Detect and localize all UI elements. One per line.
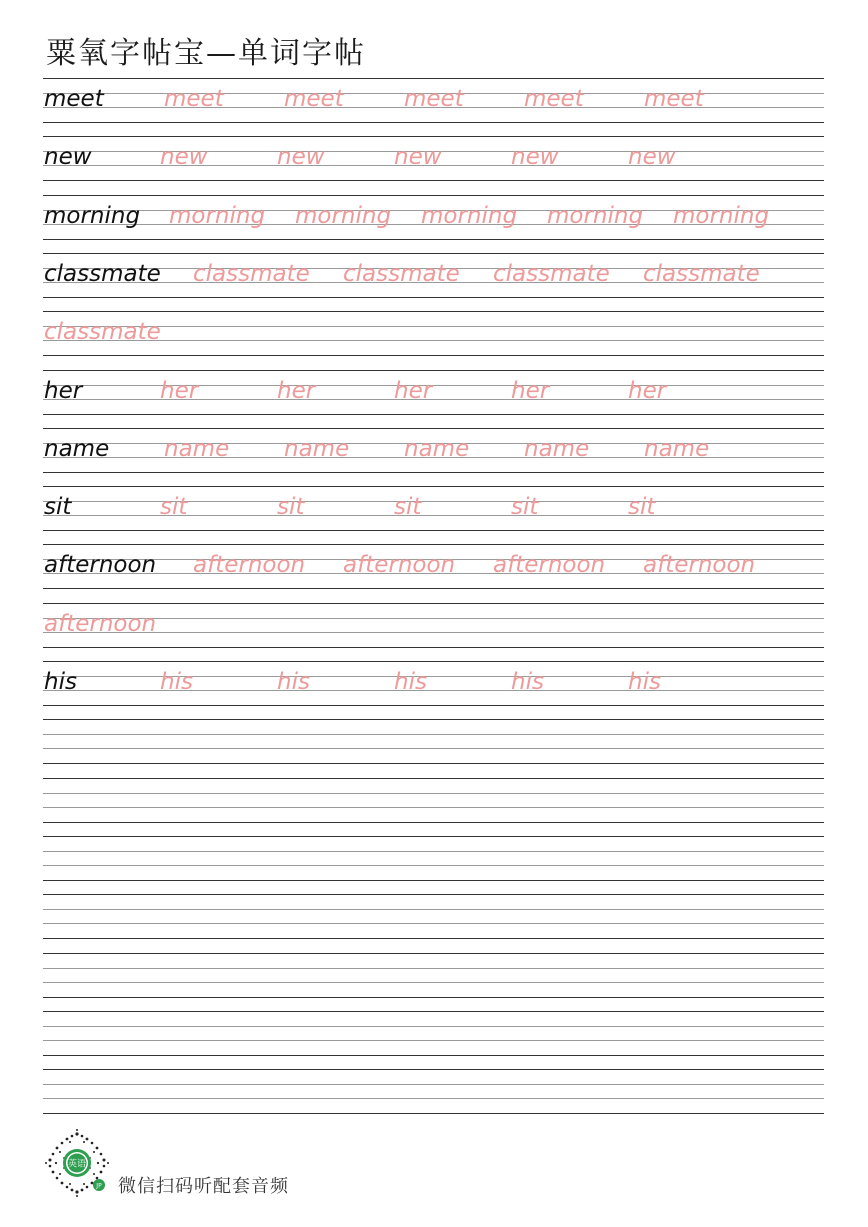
qr-code-icon[interactable]	[42, 1128, 112, 1198]
model-word: her	[44, 377, 83, 404]
guide-line	[43, 982, 824, 983]
ruled-line	[43, 938, 824, 939]
trace-word: meet	[164, 86, 224, 112]
trace-word: name	[644, 435, 710, 462]
trace-word: afternoon	[343, 552, 456, 579]
trace-word: sit	[277, 494, 305, 521]
guide-line	[43, 865, 824, 866]
trace-word: new	[277, 144, 325, 171]
ruled-line	[43, 953, 824, 954]
trace-word: afternoon	[493, 552, 606, 579]
trace-word: his	[277, 669, 310, 695]
ruled-line	[43, 880, 824, 881]
trace-word: her	[160, 377, 199, 404]
trace-word: his	[511, 669, 544, 695]
word-row	[43, 195, 824, 253]
ruled-line	[43, 1055, 824, 1056]
word-row	[43, 603, 824, 661]
ruled-line	[43, 836, 824, 837]
trace-word: his	[160, 669, 193, 695]
trace-word: new	[628, 144, 676, 171]
word-row	[43, 370, 824, 428]
guide-line	[43, 807, 824, 808]
ruled-line	[43, 719, 824, 720]
word-row	[43, 136, 824, 194]
trace-word: new	[511, 144, 559, 171]
footer-caption: 微信扫码听配套音频	[118, 1176, 289, 1197]
guide-line	[43, 851, 824, 852]
trace-word: meet	[644, 86, 704, 112]
page-title: 粟氧字帖宝—单词字帖	[46, 36, 366, 71]
model-word: morning	[44, 202, 141, 229]
word-row	[43, 486, 824, 544]
guide-line	[43, 1040, 824, 1041]
trace-word: his	[394, 669, 427, 695]
guide-line	[43, 1084, 824, 1085]
trace-word: her	[628, 377, 667, 404]
trace-word: meet	[524, 86, 584, 112]
model-word: his	[44, 669, 77, 695]
trace-word: classmate	[193, 260, 310, 287]
trace-word: her	[394, 377, 433, 404]
trace-word: morning	[547, 202, 644, 229]
trace-word: sit	[160, 494, 188, 521]
guide-line	[43, 793, 824, 794]
model-word: sit	[44, 494, 72, 521]
trace-word: meet	[404, 86, 464, 112]
trace-word: afternoon	[643, 552, 756, 579]
model-word: name	[44, 435, 110, 462]
trace-word: her	[277, 377, 316, 404]
guide-line	[43, 968, 824, 969]
trace-word: new	[394, 144, 442, 171]
guide-line	[43, 923, 824, 924]
writing-sheet	[43, 0, 824, 1227]
ruled-line	[43, 997, 824, 998]
ruled-line	[43, 1069, 824, 1070]
word-row	[43, 311, 824, 369]
trace-word: afternoon	[193, 552, 306, 579]
guide-line	[43, 748, 824, 749]
word-row	[43, 428, 824, 486]
guide-line	[43, 909, 824, 910]
trace-word: morning	[421, 202, 518, 229]
trace-word: sit	[511, 494, 539, 521]
qr-badge-label: 英语	[67, 1159, 87, 1170]
trace-word: morning	[169, 202, 266, 229]
qr-dot-label: JP	[96, 1182, 102, 1190]
trace-word: name	[284, 435, 350, 462]
word-row	[43, 661, 824, 719]
trace-word: new	[160, 144, 208, 171]
ruled-line	[43, 1113, 824, 1114]
guide-line	[43, 734, 824, 735]
trace-word: his	[628, 669, 661, 695]
trace-word: name	[164, 435, 230, 462]
ruled-line	[43, 1011, 824, 1012]
trace-word: classmate	[343, 260, 460, 287]
trace-word: afternoon	[44, 610, 157, 637]
ruled-line	[43, 894, 824, 895]
trace-word: classmate	[493, 260, 610, 287]
trace-word: classmate	[643, 260, 760, 287]
trace-word: meet	[284, 86, 344, 112]
footer	[42, 1128, 442, 1200]
model-word: meet	[44, 86, 104, 112]
trace-word: morning	[673, 202, 770, 229]
ruled-line	[43, 763, 824, 764]
ruled-line	[43, 778, 824, 779]
word-row	[43, 78, 824, 136]
guide-line	[43, 1026, 824, 1027]
model-word: afternoon	[44, 552, 157, 579]
trace-word: her	[511, 377, 550, 404]
trace-word: morning	[295, 202, 392, 229]
model-word: new	[44, 144, 92, 171]
guide-line	[43, 1098, 824, 1099]
word-row	[43, 544, 824, 602]
trace-word: sit	[628, 494, 656, 521]
trace-word: classmate	[44, 319, 161, 346]
word-row	[43, 253, 824, 311]
trace-word: name	[404, 435, 470, 462]
trace-word: name	[524, 435, 590, 462]
model-word: classmate	[44, 260, 161, 287]
ruled-line	[43, 822, 824, 823]
trace-word: sit	[394, 494, 422, 521]
